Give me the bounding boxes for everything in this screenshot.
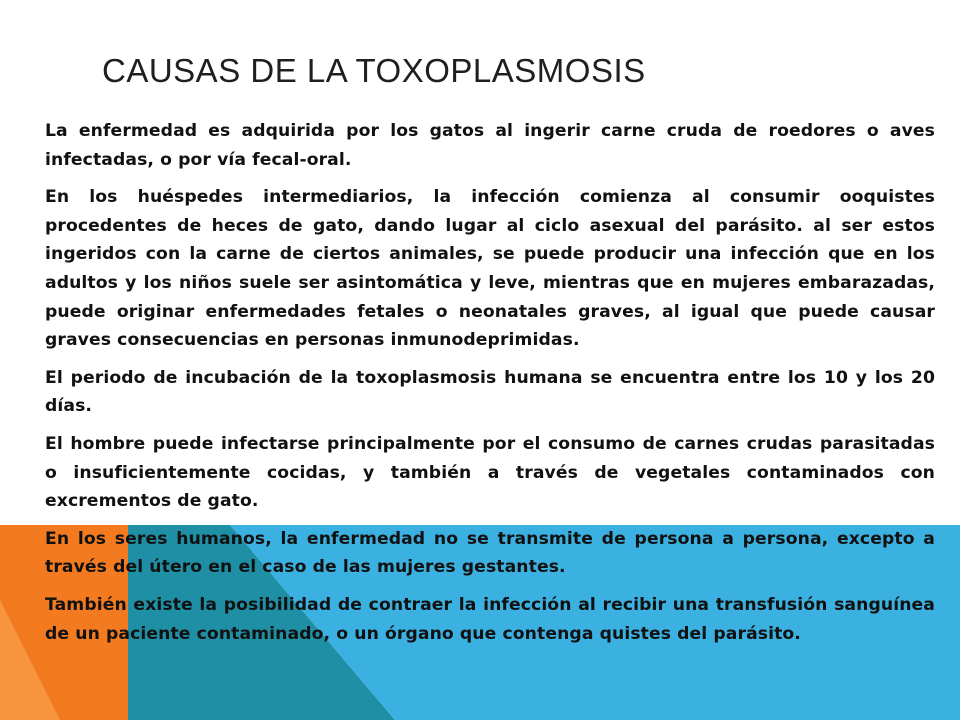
paragraph-5: En los seres humanos, la enfermedad no se transmite de persona a persona, excepto a través del útero en el caso de las mujeres gestantes. [45,528,935,578]
slide-body [45,117,935,657]
paragraph-4: El hombre puede infectarse principalmente por el consumo de carnes crudas parasitadas o insuficientemente cocidas, y también a través de vegetales contaminados con excrementos de gato. [45,433,935,512]
paragraph-3: El periodo de incubación de la toxoplasmosis humana se encuentra entre los 10 y los 20 días. [45,367,935,417]
slide-title: CAUSAS DE LA TOXOPLASMOSIS [102,52,646,89]
paragraph-1: La enfermedad es adquirida por los gatos al ingerir carne cruda de roedores o aves infectadas, o por vía fecal-oral. [45,121,935,170]
paragraph-6: También existe la posibilidad de contraer la infección al recibir una transfusión sanguínea de un paciente contaminado, o un órgano que contenga quistes del parásito. [45,594,935,644]
paragraph-2: En los huéspedes intermediarios, la infección comienza al consumir ooquistes procedentes de heces de gato, dando lugar al ciclo asexual del parásito. al ser estos ingeridos con la carne de ciertos animales, se puede producir una infección que en los adultos y los niños suele ser asintomática y leve, mientras que en mujeres embarazadas, puede originar enfermedades fetales o neonatales graves, al igual que puede causar graves consecuencias en personas inmunodeprimidas. [45,187,935,351]
